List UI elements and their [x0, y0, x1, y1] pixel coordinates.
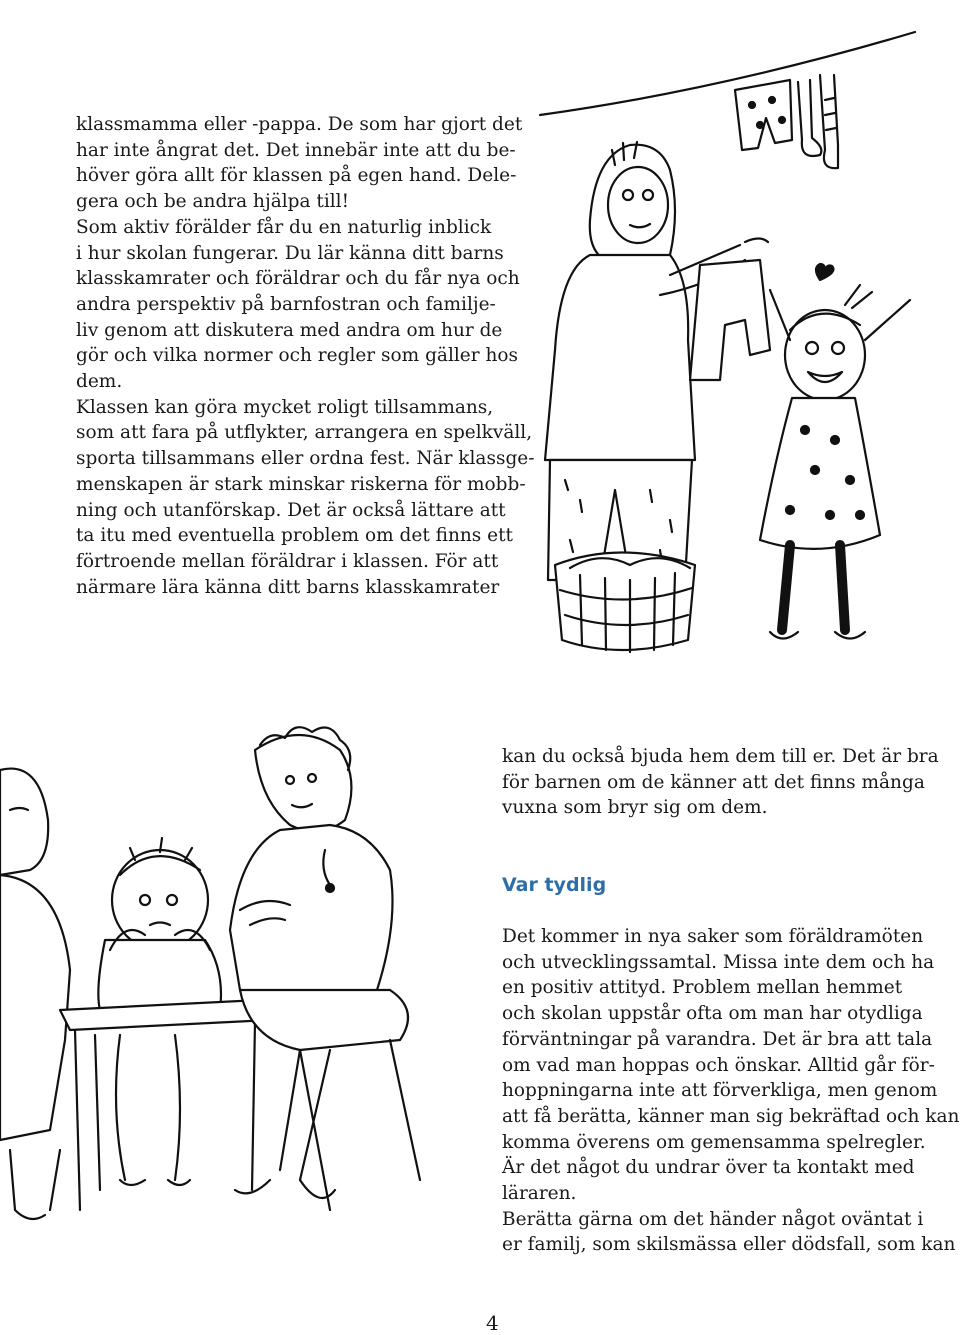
text-line: en positiv attityd. Problem mellan hemmet: [502, 977, 903, 999]
text-line: dem.: [76, 371, 123, 393]
text-line: kan du också bjuda hem dem till er. Det är bra: [502, 746, 939, 767]
section-body: [502, 924, 960, 1258]
text-line: och skolan uppstår ofta om man har otydliga: [502, 1003, 923, 1025]
text-line: som att fara på utflykter, arrangera en spelkväll,: [76, 422, 533, 444]
text-line: vuxna som bryr sig om dem.: [502, 797, 768, 819]
school-meeting-illustration: [0, 710, 470, 1250]
text-line: läraren.: [502, 1183, 577, 1205]
text-line: Är det något du undrar över ta kontakt med: [502, 1157, 915, 1179]
top-text-column: [76, 112, 535, 600]
text-line: Berätta gärna om det händer något oväntat i: [502, 1208, 924, 1230]
text-line: om vad man hoppas och önskar. Alltid går för-: [502, 1054, 935, 1076]
text-line: ta itu med eventuella problem om det finns ett: [76, 525, 513, 547]
text-line: komma överens om gemensamma spelregler.: [502, 1131, 926, 1153]
text-line: och utvecklingssamtal. Missa inte dem och ha: [502, 951, 935, 973]
text-line: för barnen om de känner att det finns många: [502, 771, 925, 793]
section-heading: Var tydlig: [502, 874, 607, 896]
text-line: klassmamma eller -pappa. De som har gjort det: [76, 114, 523, 135]
text-line: ning och utanförskap. Det är också lättare att: [76, 499, 506, 521]
text-line: Det kommer in nya saker som föräldramöten: [502, 926, 924, 947]
right-text-column: [502, 744, 939, 821]
text-line: att få berätta, känner man sig bekräftad och kan: [502, 1105, 960, 1127]
text-line: sporta tillsammans eller ordna fest. När klassge-: [76, 448, 535, 470]
text-line: er familj, som skilsmässa eller dödsfall, som kan: [502, 1234, 956, 1256]
text-line: hoppningarna inte att förverkliga, men genom: [502, 1080, 938, 1102]
text-line: förväntningar på varandra. Det är bra att tala: [502, 1028, 933, 1050]
page-number: 4: [486, 1311, 499, 1335]
text-line: andra perspektiv på barnfostran och familje-: [76, 293, 496, 315]
text-line: närmare lära känna ditt barns klasskamrater: [76, 576, 500, 598]
text-line: i hur skolan fungerar. Du lär känna ditt barns: [76, 242, 504, 264]
text-line: har inte ångrat det. Det innebär inte att du be-: [76, 139, 516, 161]
text-line: menskapen är stark minskar riskerna för mobb-: [76, 473, 526, 495]
text-line: gera och be andra hjälpa till!: [76, 191, 350, 213]
text-line: liv genom att diskutera med andra om hur de: [76, 319, 503, 341]
text-line: klasskamrater och föräldrar och du får nya och: [76, 268, 520, 290]
text-line: Som aktiv förälder får du en naturlig inblick: [76, 216, 492, 238]
text-line: Klassen kan göra mycket roligt tillsammans,: [76, 396, 494, 418]
text-line: förtroende mellan föräldrar i klassen. För att: [76, 550, 499, 572]
text-line: gör och vilka normer och regler som gäller hos: [76, 345, 519, 367]
laundry-illustration: [520, 20, 940, 670]
text-line: höver göra allt för klassen på egen hand. Dele-: [76, 165, 517, 187]
